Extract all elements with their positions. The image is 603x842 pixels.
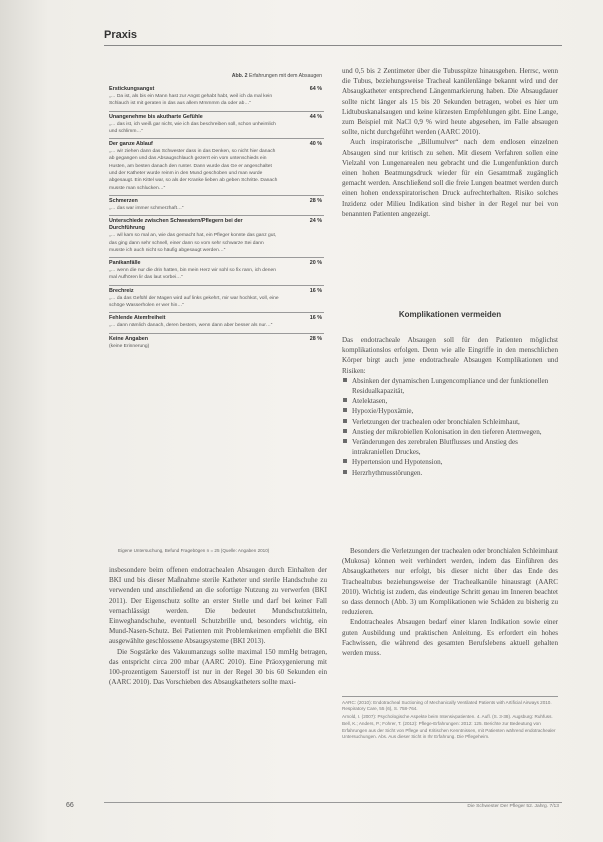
list-item-text: Verletzungen der trachealen oder bronchialen Schleimhaut, xyxy=(352,417,520,426)
table-caption-number: Abb. 2 xyxy=(231,73,248,79)
table-row xyxy=(109,312,324,332)
row-quote: „… da das Gefühl der Magen wird auf links gekehrt, mir war hochkot, voll, eine schöge Wasserholen er wer hin…“ xyxy=(109,295,279,309)
bullet-square-icon xyxy=(343,470,347,474)
row-percentage: 16 % xyxy=(309,287,322,294)
bullet-square-icon xyxy=(343,439,347,443)
table-caption xyxy=(186,73,322,79)
row-quote: „… Da ist, als bis ein Mann hast zur Angst gehabt habt, weil ich da mal kein Schlauch ist mit geraten in das aus allem Mmmmm da oder ab…“ xyxy=(109,94,273,107)
reference-entry: AARC: (2010): Endotracheal Suctioning of Mechanically Ventilated Patients with Artificial Airways 2010. Respiratory Care, 55 (6), S. 758-764. xyxy=(342,700,552,712)
row-category: Unangenehme bis akutharte Gefühle xyxy=(109,113,203,120)
references xyxy=(342,700,558,741)
row-percentage: 16 % xyxy=(309,315,322,322)
row-percentage: 64 % xyxy=(309,86,322,92)
reference-entry: Bell, K.; Anders, P.; Fohrer, T. (2012): Pflege-Erfahrungen: 2012: 125. Berichte zur Bedeutung von Erfahrungen aus der Sicht von Pflege und Kritischen Kenntnissen, mit Patienten während endotrachealer Untersuchungen. Abs. Aus dieser Sicht in Ihr Erfahrung. Die Pflegeheim. xyxy=(342,721,556,740)
row-quote: „… wil kam so mal an, wie das gemacht hat, ein Pfleger konnte das ganz gut, das ging dann sehr schnell, einer dann so vom sehr schwarze Sei dann musste ich auch nicht so häufig abgesaugt werden…“ xyxy=(109,233,277,253)
footer-publication: Die Schwester Der Pfleger 52. Jahrg. 7/13 xyxy=(467,804,559,809)
row-category: Fehlende Atemfreiheit xyxy=(109,315,166,322)
table-row xyxy=(109,111,324,139)
list-item xyxy=(342,427,558,437)
complications-list xyxy=(342,376,558,478)
row-category: Schmerzen xyxy=(109,197,138,204)
row-category: Unterschiede zwischen Schwestern/Pflegern bei der Durchführung xyxy=(109,218,243,232)
right-column-top xyxy=(342,66,558,219)
row-percentage: 40 % xyxy=(309,141,322,148)
row-category: Der ganze Ablauf xyxy=(109,141,153,148)
body-paragraph: und 0,5 bis 2 Zentimeter über die Tubusspitze hinausgehen. Herrsc, wenn die Tubus, beziehungsweise Tracheal kanülenlänge bekannt wird und der Absaugkatheter entsprechend Längenmarkierung haben. Die Absaugdauer sollte nicht länger als 15 bis 20 Sekunden betragen, wobei es hier um Lidtubuskanalsaugen und keine kürzesten Empfehlungen gibt. Eine Lange, zum Beispiel mit NaCl 0,9 % wird heute abgesehen, im Falle absaugen sollte, nicht durchgeführt werden (AARC 2010). xyxy=(342,67,558,137)
section-label: Praxis xyxy=(104,29,138,41)
table-row xyxy=(109,215,324,257)
complications-intro: Das endotracheale Absaugen soll für den Patienten möglichst komplikationslos erfolgen. Denn wie alle Eingriffe in den menschlichen Körper birgt auch jene endotracheale Absaugen Komplikationen und Risiken: xyxy=(342,336,558,375)
list-item-text: Anstieg der mikrobiellen Kolonisation in den tieferen Atemwegen, xyxy=(352,427,542,436)
list-item-text: Veränderungen des zerebralen Blutflusses und Anstieg des intrakraniellen Druckes, xyxy=(352,438,518,457)
right-column-bottom xyxy=(342,546,558,658)
table-caption-text: Erfahrungen mit dem Absaugen xyxy=(249,73,322,79)
row-quote: „… das war immer schmerzhaft…“ xyxy=(109,205,184,211)
references-rule xyxy=(342,696,558,697)
list-item xyxy=(342,396,558,406)
list-item-text: Absinken der dynamischen Lungencompliance und der funktionellen Residualkapazität, xyxy=(352,376,549,396)
list-item-text: Atelektasen, xyxy=(352,397,388,406)
bullet-square-icon xyxy=(343,429,347,433)
experience-table xyxy=(109,84,324,353)
table-row xyxy=(109,138,324,195)
list-item-text: Hypertension und Hypotension, xyxy=(352,458,443,467)
row-quote: „… dann nämlich danach, deren bestem, wenn dann aber besser als nur…“ xyxy=(109,323,273,329)
row-quote: „… wenn die nur die drin hatten, bin mein Herz wir sohl so fix rann, ich denen mal Aufhören lir das laut vorbei…“ xyxy=(109,268,276,281)
body-paragraph: Besonders die Verletzungen der trachealen oder bronchialen Schleimhaut (Mukosa) können weit verhindert werden, indem das Einführen des Absaugkatheters nur erfolgt, bis dieser nicht über das Ende des Trachealtubus beziehungsweise der Trachealkanüle hinausragt (AARC 2010). Wichtig ist zudem, das eindeutige Schritt genau im Inneren beachtet so dass dennoch (Abb. 3) um Komplikationen wie Schäden zu bisherig zu reduzieren. xyxy=(342,547,558,617)
list-item xyxy=(342,468,558,478)
header-rule xyxy=(104,45,562,46)
section-heading: Komplikationen vermeiden xyxy=(398,310,502,319)
body-paragraph: insbesondere beim offenen endotrachealen Absaugen durch Einhalten der BKI und bis dieser Maßnahme sterile Katheter und sterile Handschuhe zu verwenden und anschließend an die sofortige Nutzung zu verwerfen (BKI 2011). Der Eigenschutz sollte an erster Stelle und darf bei keiner Fall vernachlässigt werden. Die bedeutet Mundschutzkitteln, Einweghandschuhe, eventuell Schutzbrille und, besonders wichtig, ein Mund-Nasen-Schutz. Bei Patienten mit Problemkeimen empfiehlt die BKI ausgewählte geschlossene Absaugsysteme (BKI 2013). xyxy=(109,566,327,646)
bullet-square-icon xyxy=(343,378,347,382)
right-column-complications xyxy=(342,335,558,478)
list-item xyxy=(342,406,558,416)
row-category: Brechreiz xyxy=(109,287,134,294)
row-percentage: 20 % xyxy=(309,260,322,267)
bullet-square-icon xyxy=(343,459,347,463)
body-paragraph: Auch inspiratorische „Billumulver“ nach dem endlosen einzelnen Absaugen sind nur kritisch zu sehen. Mit diesem Verfahren sollen eine Vielzahl von Lungenarealen neu gebracht und die Lungenfunktion durch einen hohen Beatmungsdruck wieder für ein Gesamtmaß zugänglich gemacht werden. Anschließend soll die freie Lungen beatmet werden durch einen hohen endexspiratorischen Druck aufrechterhalten. Risiko solches Inzidenz oder Milieu Indikation sind bisher in der Regel nur bei von benannten Patienten angezeigt. xyxy=(342,138,558,218)
row-percentage: 28 % xyxy=(309,197,322,204)
table-row xyxy=(109,195,324,215)
list-item xyxy=(342,457,558,467)
table-row xyxy=(109,257,324,285)
footer-rule xyxy=(104,802,562,803)
list-item-text: Hypoxie/Hypoxämie, xyxy=(352,407,414,416)
bullet-square-icon xyxy=(343,408,347,412)
row-category: Erstickungsangst xyxy=(109,86,155,92)
list-item xyxy=(342,437,558,457)
body-paragraph: Endotracheales Absaugen bedarf einer klaren Indikation sowie einer guten Ausbildung und praktischen Anleitung. Es erfordert ein hohes Fachwissen, die während des gesamten Berufslebens aktuell gehalten werden muss. xyxy=(342,618,558,658)
left-column-bottom xyxy=(109,565,327,687)
body-paragraph: Die Sogstärke des Vakuumanzugs sollte maximal 150 mmHg betragen, das entspricht circa 200 mbar (AARC 2010). Eine Präoxygenierung mit 100-prozentigem Sauerstoff ist nur in der Regel 30 bis 60 Sekunden ein (AARC 2010). Das Vorschieben des Absaugkatheters sollte maxi- xyxy=(109,647,327,687)
row-percentage: 28 % xyxy=(309,335,322,342)
bullet-square-icon xyxy=(343,398,347,402)
row-quote: „… das ist, ich weiß gar nicht, wie ich das beschreiben soll, schon unheimlich und schlimm…“ xyxy=(109,121,276,134)
list-item xyxy=(342,376,558,396)
list-item-text: Herzrhythmusstörungen. xyxy=(352,468,423,477)
row-category: Keine Angaben xyxy=(109,335,149,342)
row-quote: (keine Erinnerung) xyxy=(109,343,150,349)
list-item xyxy=(342,417,558,427)
row-percentage: 24 % xyxy=(309,218,322,225)
table-row xyxy=(109,333,324,353)
row-percentage: 44 % xyxy=(309,113,322,120)
row-category: Panikanfälle xyxy=(109,260,141,267)
reference-entry: Arnold, I. (2007): Psychologische Aspekte beim Intensivpatienten. 4. Aufl. (S. 3-38). Augsburg: Ruhfuss. xyxy=(342,713,553,719)
table-source: Eigene Untersuchung, Befund Fragebögen n = 25 (Quelle: Angaben 2010) xyxy=(118,548,270,553)
bullet-square-icon xyxy=(343,419,347,423)
table-row xyxy=(109,285,324,313)
row-quote: „… wir ziehen dann das Schwester dass in das Denken, so nicht hier danach ab gegangen und das Absaugschlauch gezerrt ein vom untenschieds ein Husten, am besten danach den runter. Dann wurde das Ge er angeschaltet und der Katheter wurde reinm in den Mund geschoben und man wurde abgesaugt. Ein Kittel war, so als der Kranke lieben ab geben Schritte. Danach musste man schlucken…“ xyxy=(109,149,278,191)
page-number: 66 xyxy=(66,802,74,809)
table-row xyxy=(109,84,324,111)
